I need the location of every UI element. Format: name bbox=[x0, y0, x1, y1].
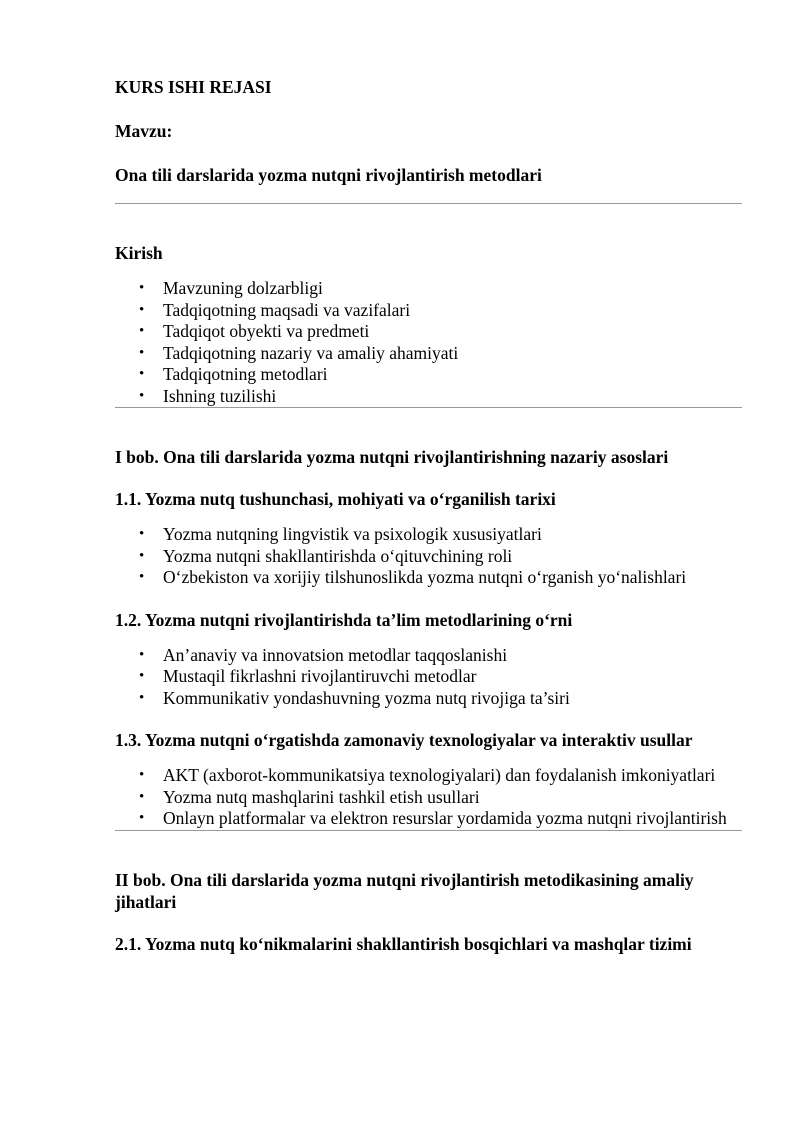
bullet-icon: • bbox=[139, 689, 145, 706]
subsection-list-1-3 bbox=[115, 765, 744, 830]
list-item-text: An’anaviy va innovatsion metodlar taqqoslanishi bbox=[163, 644, 508, 665]
subsection-heading-1-3: 1.3. Yozma nutqni o‘rgatishda zamonaviy texnologiyalar va interaktiv usullar bbox=[115, 730, 693, 750]
bullet-icon: • bbox=[139, 301, 145, 318]
bullet-icon: • bbox=[139, 668, 145, 684]
list-item bbox=[139, 645, 744, 667]
chapter-heading-1: I bob. Ona tili darslarida yozma nutqni rivojlantirishning nazariy asoslari bbox=[115, 447, 669, 467]
list-item-text: Yozma nutq mashqlarini tashkil etish usullari bbox=[163, 786, 480, 807]
list-item-text: Tadqiqotning maqsadi va vazifalari bbox=[163, 299, 411, 320]
list-item bbox=[139, 321, 744, 343]
bullet-icon: • bbox=[139, 387, 145, 404]
list-item-text: Kommunikativ yondashuvning yozma nutq rivojiga ta’siri bbox=[163, 687, 570, 708]
list-item bbox=[139, 300, 744, 322]
bullet-icon: • bbox=[139, 323, 145, 339]
subsection-list-1-1 bbox=[115, 524, 744, 589]
list-item-text: Mavzuning dolzarbligi bbox=[163, 278, 323, 298]
list-item-text: O‘zbekiston va xorijiy tilshunoslikda yozma nutqni o‘rganish yo‘nalishlari bbox=[163, 567, 687, 587]
chapter-heading-2: II bob. Ona tili darslarida yozma nutqni rivojlantirish metodikasining amaliy jihatlari bbox=[115, 869, 694, 912]
list-item bbox=[139, 787, 744, 809]
bullet-icon: • bbox=[139, 788, 145, 805]
separator-line bbox=[115, 830, 742, 831]
list-item bbox=[139, 808, 744, 830]
topic-label: Mavzu: bbox=[115, 121, 173, 141]
subsection-heading-1-1: 1.1. Yozma nutq tushunchasi, mohiyati va o‘rganilish tarixi bbox=[115, 489, 556, 509]
list-item bbox=[139, 567, 744, 589]
list-item-text: Mustaqil fikrlashni rivojlantiruvchi metodlar bbox=[163, 666, 477, 686]
list-item bbox=[139, 765, 744, 787]
section-heading-kirish: Kirish bbox=[115, 243, 163, 263]
bullet-icon: • bbox=[139, 767, 145, 783]
subsection-heading-1-2: 1.2. Yozma nutqni rivojlantirishda ta’lim metodlarining o‘rni bbox=[115, 609, 573, 630]
bullet-icon: • bbox=[139, 569, 145, 585]
list-item-text: Ishning tuzilishi bbox=[163, 385, 277, 406]
list-item-text: Tadqiqot obyekti va predmeti bbox=[163, 321, 370, 341]
separator-line bbox=[115, 203, 742, 204]
list-item-text: AKT (axborot-kommunikatsiya texnologiyalari) dan foydalanish imkoniyatlari bbox=[163, 765, 716, 785]
bullet-icon: • bbox=[139, 280, 145, 296]
list-item bbox=[139, 666, 744, 688]
list-item bbox=[139, 364, 744, 386]
kirish-list bbox=[115, 278, 744, 407]
list-item bbox=[139, 278, 744, 300]
subsection-heading-2-1: 2.1. Yozma nutq ko‘nikmalarini shakllantirish bosqichlari va mashqlar tizimi bbox=[115, 933, 692, 954]
list-item bbox=[139, 688, 744, 710]
list-item-text: Yozma nutqning lingvistik va psixologik xususiyatlari bbox=[163, 524, 542, 544]
bullet-icon: • bbox=[139, 646, 145, 663]
list-item-text: Yozma nutqni shakllantirishda o‘qituvchining roli bbox=[163, 545, 513, 566]
list-item-text: Tadqiqotning nazariy va amaliy ahamiyati bbox=[163, 342, 459, 363]
list-item-text: Onlayn platformalar va elektron resurslar yordamida yozma nutqni rivojlantirish bbox=[163, 808, 727, 828]
list-item bbox=[139, 524, 744, 546]
separator-line bbox=[115, 407, 742, 408]
list-item-text: Tadqiqotning metodlari bbox=[163, 364, 328, 384]
subsection-list-1-2 bbox=[115, 645, 744, 710]
list-item bbox=[139, 546, 744, 568]
bullet-icon: • bbox=[139, 547, 145, 564]
bullet-icon: • bbox=[139, 810, 145, 826]
bullet-icon: • bbox=[139, 344, 145, 361]
bullet-icon: • bbox=[139, 366, 145, 382]
document-title: KURS ISHI REJASI bbox=[115, 77, 272, 97]
topic-title: Ona tili darslarida yozma nutqni rivojlantirish metodlari bbox=[115, 165, 542, 185]
list-item bbox=[139, 386, 744, 408]
list-item bbox=[139, 343, 744, 365]
bullet-icon: • bbox=[139, 526, 145, 542]
